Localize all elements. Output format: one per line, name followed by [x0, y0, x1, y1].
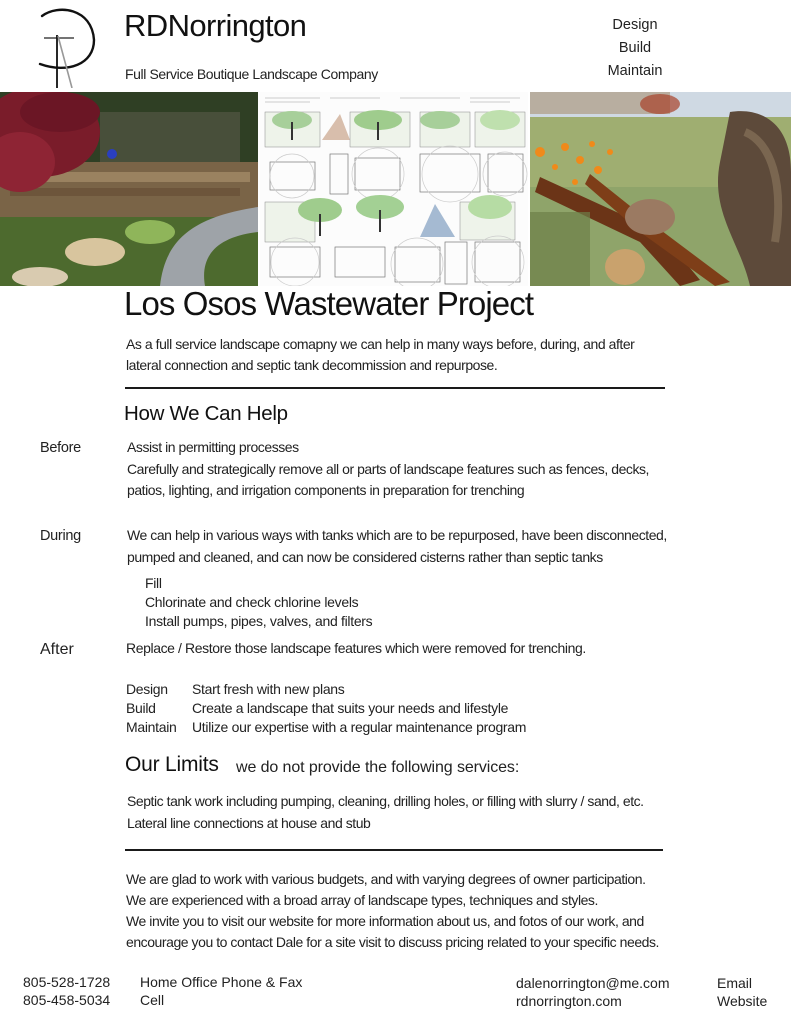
phase-label-during: During: [40, 528, 81, 544]
website-row: [516, 992, 767, 1010]
during-line: pumped and cleaned, and can now be considered cisterns rather than septic tanks: [127, 548, 603, 565]
during-line: We can help in various ways with tanks which are to be repurposed, have been disconnected,: [127, 527, 667, 543]
after-option-row: [126, 718, 526, 737]
during-description: [127, 525, 667, 568]
after-option-row: [126, 699, 526, 718]
intro-line: As a full service landscape comapny we can help in many ways before, during, and after: [126, 336, 635, 352]
closing-line: We are glad to work with various budgets, and with varying degrees of owner participation.: [126, 871, 646, 887]
during-sub-item: Install pumps, pipes, valves, and filters: [145, 613, 373, 629]
section-divider: [125, 849, 663, 851]
garden-path-photo: [0, 92, 258, 286]
limits-list: [127, 791, 644, 834]
brand-name: RDNorrington: [124, 8, 307, 43]
email-row: [516, 974, 767, 992]
phone-label: Cell: [140, 992, 165, 1008]
our-limits-subheading: we do not provide the following services:: [236, 759, 520, 776]
service-maintain: Maintain: [607, 63, 663, 79]
service-design: Design: [612, 17, 658, 33]
before-description: [127, 437, 649, 502]
after-option-row: [126, 680, 526, 699]
meadow-sculpture-photo: [530, 92, 791, 286]
phase-label-before: Before: [40, 440, 81, 456]
services-list: [590, 14, 680, 83]
limits-line: Lateral line connections at house and stub: [127, 814, 371, 831]
website-label: Website: [717, 993, 768, 1009]
section-divider: [125, 387, 665, 389]
after-replace-line: Replace / Restore those landscape features which were removed for trenching.: [126, 640, 586, 656]
before-line: Assist in permitting processes: [127, 439, 299, 455]
phone-row: [23, 991, 302, 1009]
limits-line: Septic tank work including pumping, cleaning, drilling holes, or filling with slurry / sand, etc.: [127, 793, 644, 809]
brand-tagline: Full Service Boutique Landscape Company: [125, 66, 378, 82]
closing-line: encourage you to contact Dale for a site visit to discuss pricing related to your specific needs.: [126, 934, 659, 950]
email-label: Email: [717, 975, 753, 991]
closing-paragraph: [126, 869, 659, 953]
after-option-value: Utilize our expertise with a regular maintenance program: [192, 719, 527, 735]
after-option-value: Create a landscape that suits your needs and lifestyle: [192, 700, 509, 716]
during-sub-items: [145, 574, 372, 631]
page-title: Los Osos Wastewater Project: [124, 285, 534, 322]
our-limits-heading: Our Limits: [125, 753, 219, 776]
phone-contacts: [23, 973, 302, 1009]
intro-line: lateral connection and septic tank decommission and repurpose.: [126, 357, 498, 373]
phone-number[interactable]: 805-458-5034: [23, 992, 111, 1008]
how-we-can-help-heading: How We Can Help: [124, 402, 288, 425]
before-line: Carefully and strategically remove all or parts of landscape features such as fences, decks,: [127, 460, 649, 477]
after-option-key: Maintain: [126, 719, 177, 735]
after-option-value: Start fresh with new plans: [192, 681, 345, 697]
closing-line: We are experienced with a broad array of landscape types, techniques and styles.: [126, 892, 598, 908]
intro-paragraph: [126, 334, 666, 376]
online-contacts: [516, 974, 767, 1010]
during-sub-item: Fill: [145, 575, 162, 591]
rd-monogram-logo-icon: [30, 4, 100, 88]
website-link[interactable]: rdnorrington.com: [516, 993, 622, 1009]
closing-line: We invite you to visit our website for more information about us, and fotos of our work, and: [126, 913, 644, 929]
phase-label-after: After: [40, 641, 74, 658]
after-option-key: Design: [126, 681, 168, 697]
after-options-list: [126, 680, 526, 737]
phone-number[interactable]: 805-528-1728: [23, 974, 111, 990]
phone-row: [23, 973, 302, 991]
after-option-key: Build: [126, 700, 156, 716]
during-sub-item: Chlorinate and check chlorine levels: [145, 594, 359, 610]
before-line: patios, lighting, and irrigation components in preparation for trenching: [127, 482, 525, 498]
service-build: Build: [618, 40, 652, 56]
phone-label: Home Office Phone & Fax: [140, 974, 303, 990]
email-link[interactable]: dalenorrington@me.com: [516, 975, 670, 991]
landscape-plans-drawing: [260, 92, 528, 286]
